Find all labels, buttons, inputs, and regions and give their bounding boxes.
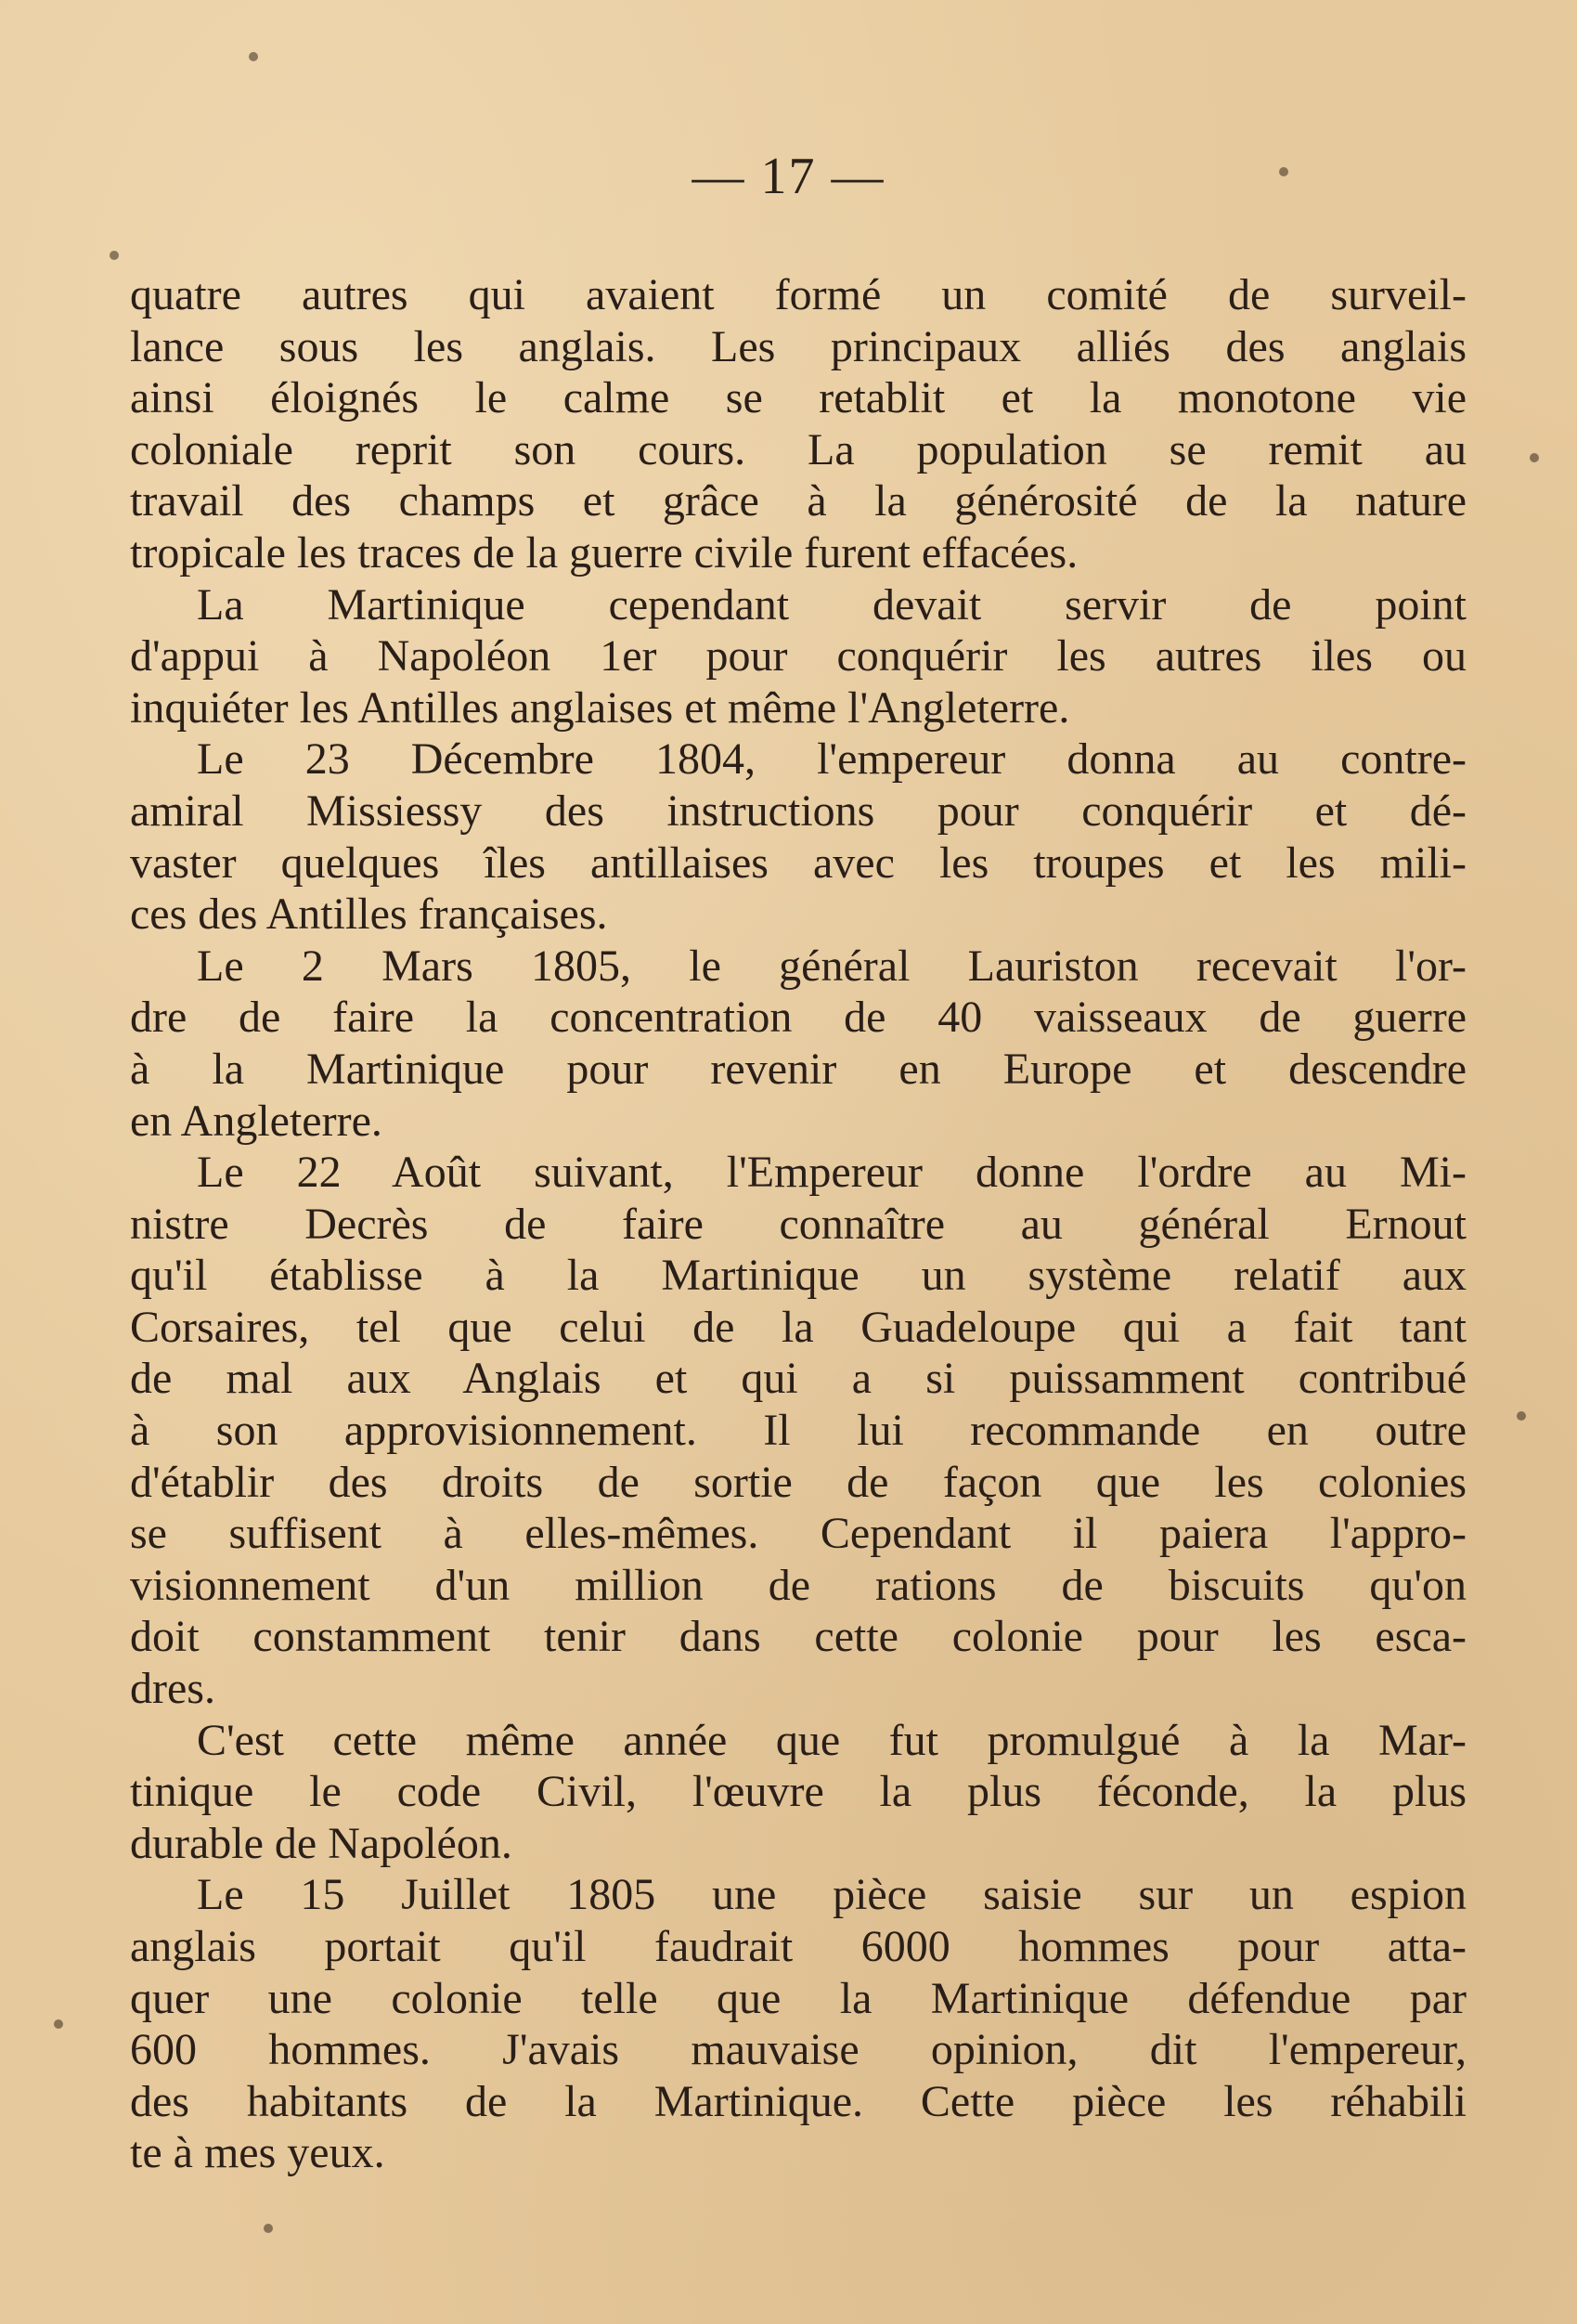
text-line: te à mes yeux. (130, 2128, 385, 2178)
text-line: travail des champs et grâce à la générosité de la nature (130, 476, 1467, 526)
text-line: La Martinique cependant devait servir de point (197, 579, 1467, 630)
text-line: Le 2 Mars 1805, le général Lauriston recevait l'or- (197, 941, 1467, 991)
paper-speck (1279, 167, 1288, 176)
text-line: se suffisent à elles-mêmes. Cependant il paiera l'appro- (130, 1509, 1467, 1559)
paper-speck (249, 52, 258, 61)
text-line: ces des Antilles françaises. (130, 889, 608, 940)
paragraph (130, 941, 1467, 1147)
text-line: quer une colonie telle que la Martinique défendue par (130, 1973, 1467, 2023)
paper-speck (264, 2224, 273, 2233)
text-line: visionnement d'un million de rations de biscuits qu'on (130, 1560, 1467, 1610)
text-line: dre de faire la concentration de 40 vaisseaux de guerre (130, 993, 1467, 1043)
paragraph (130, 1147, 1467, 1715)
text-line: durable de Napoléon. (130, 1818, 512, 1868)
text-line: d'appui à Napoléon 1er pour conquérir les autres iles ou (130, 631, 1467, 682)
text-line: à la Martinique pour revenir en Europe et descendre (130, 1044, 1467, 1094)
paragraph (130, 734, 1467, 940)
text-line: de mal aux Anglais et qui a si puissamment contribué (130, 1354, 1467, 1404)
paragraph (130, 1715, 1467, 1870)
text-line: vaster quelques îles antillaises avec les troupes et les mili- (130, 837, 1467, 888)
text-line: amiral Missiessy des instructions pour conquérir et dé- (130, 785, 1467, 836)
text-line: à son approvisionnement. Il lui recommande en outre (130, 1406, 1467, 1456)
text-line: des habitants de la Martinique. Cette pièce les réhabili (130, 2076, 1467, 2126)
text-line: doit constamment tenir dans cette colonie pour les esca- (130, 1612, 1467, 1662)
text-line: Le 23 Décembre 1804, l'empereur donna au contre- (197, 734, 1467, 785)
paper-speck (1517, 1411, 1526, 1421)
text-line: tropicale les traces de la guerre civile furent effacées. (130, 527, 1079, 578)
text-line: en Angleterre. (130, 1096, 382, 1146)
text-line: tinique le code Civil, l'œuvre la plus féconde, la plus (130, 1767, 1467, 1817)
paper-speck (54, 2019, 63, 2029)
text-line: ainsi éloignés le calme se retablit et la monotone vie (130, 373, 1467, 423)
paper-speck (110, 251, 119, 260)
text-line: lance sous les anglais. Les principaux alliés des anglais (130, 321, 1467, 371)
text-line: dres. (130, 1664, 215, 1714)
paragraph (130, 1869, 1467, 2179)
text-line: Corsaires, tel que celui de la Guadeloupe qui a fait tant (130, 1302, 1467, 1352)
text-line: 600 hommes. J'avais mauvaise opinion, dit l'empereur, (130, 2025, 1467, 2075)
text-line: inquiéter les Antilles anglaises et même l'Angleterre. (130, 682, 1070, 733)
text-line: coloniale reprit son cours. La population se remit au (130, 424, 1467, 474)
text-line: Le 15 Juillet 1805 une pièce saisie sur un espion (197, 1870, 1467, 1920)
text-line: d'établir des droits de sortie de façon que les colonies (130, 1457, 1467, 1507)
text-line: anglais portait qu'il faudrait 6000 hommes pour atta- (130, 1922, 1467, 1971)
text-line: qu'il établisse à la Martinique un système relatif aux (130, 1251, 1467, 1301)
text-line: quatre autres qui avaient formé un comité de surveil- (130, 270, 1467, 319)
paper-speck (1530, 453, 1539, 462)
text-line: C'est cette même année que fut promulgué à la Mar- (197, 1715, 1467, 1765)
paragraph (130, 269, 1467, 579)
text-line: Le 22 Août suivant, l'Empereur donne l'ordre au Mi- (197, 1148, 1467, 1198)
paragraph (130, 579, 1467, 734)
body-text (130, 269, 1467, 2179)
text-line: nistre Decrès de faire connaître au général Ernout (130, 1199, 1467, 1249)
page-number: — 17 — (692, 148, 885, 205)
